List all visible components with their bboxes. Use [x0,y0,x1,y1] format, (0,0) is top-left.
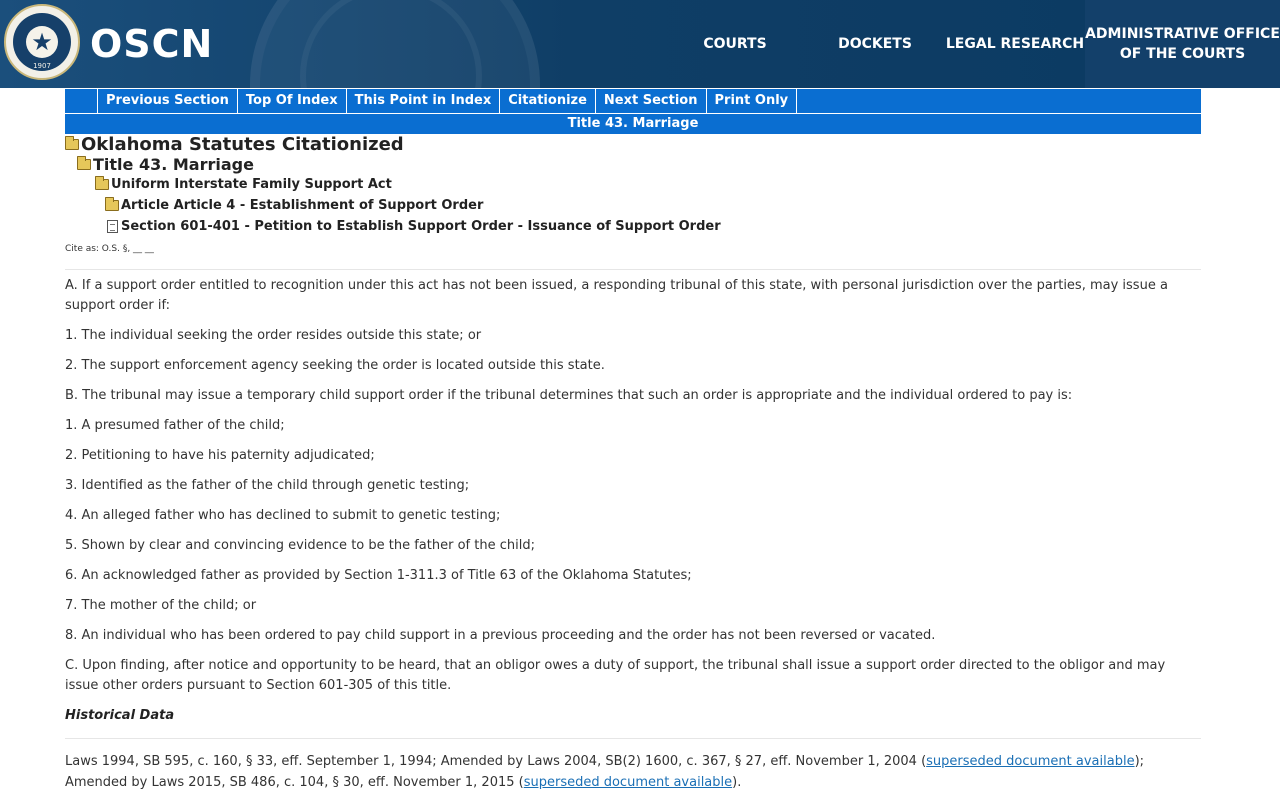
historical-data-text [65,751,1201,793]
top-of-index-button[interactable]: Top Of Index [238,89,347,113]
site-header [0,0,1280,88]
folder-open-icon [77,159,91,170]
tree-label: Article Article 4 - Establishment of Support Order [121,198,484,213]
section-toolbar [65,89,1201,113]
document-icon [107,220,118,233]
paragraph: B. The tribunal may issue a temporary child support order if the tribunal determines that such an order is appropriate and the individual ordered to pay is: [65,388,1073,403]
previous-section-button[interactable]: Previous Section [98,89,238,113]
history-text: ); Amended by Laws 2015, SB 486, c. 104, § 30, eff. November 1, 2015 ( [65,754,1145,790]
historical-data-heading: Historical Data [65,708,175,723]
supreme-court-seal-icon[interactable] [4,4,80,80]
history-text: ). [732,775,742,790]
paragraph: 5. Shown by clear and convincing evidence to be the father of the child; [65,538,535,553]
seal-year: 1907 [33,62,51,70]
paragraph: 4. An alleged father who has declined to submit to genetic testing; [65,508,501,523]
paragraph: A. If a support order entitled to recognition under this act has not been issued, a responding tribunal of this state, with personal jurisdiction over the parties, may issue a support order if: [65,278,1168,313]
tree-item-section[interactable] [107,216,1201,237]
seal-center [26,26,58,58]
paragraph: 1. A presumed father of the child; [65,418,285,433]
tree-item-act[interactable] [95,174,1201,195]
title-bar: Title 43. Marriage [65,114,1201,134]
print-only-button[interactable]: Print Only [707,89,798,113]
main-nav [665,0,1280,88]
paragraph: 3. Identified as the father of the child through genetic testing; [65,478,470,493]
star-icon: ★ [31,28,53,56]
nav-courts[interactable]: COURTS [703,36,767,52]
nav-legal-research[interactable]: LEGAL RESEARCH [945,36,1085,52]
next-section-button[interactable]: Next Section [596,89,707,113]
paragraph: C. Upon finding, after notice and opportunity to be heard, that an obligor owes a duty of support, the tribunal shall issue a support order directed to the obligor and may issue other orders pursuant to Section 601-305 of this title. [65,658,1166,693]
divider [65,269,1201,270]
superseded-document-link[interactable]: superseded document available [523,775,733,790]
tree-item-title[interactable] [77,154,1201,174]
folder-open-icon [65,139,79,150]
paragraph: 6. An acknowledged father as provided by Section 1-311.3 of Title 63 of the Oklahoma Statutes; [65,568,692,583]
paragraph: 2. Petitioning to have his paternity adjudicated; [65,448,375,463]
citationize-button[interactable]: Citationize [500,89,596,113]
tree-label: Title 43. Marriage [93,154,254,174]
nav-dockets[interactable]: DOCKETS [838,36,912,52]
tree-item-root[interactable] [65,134,1201,154]
cite-as: Cite as: O.S. §, __ __ [65,244,154,254]
paragraph: 8. An individual who has been ordered to pay child support in a previous proceeding and the order has not been reversed or vacated. [65,628,936,643]
tree-label: Uniform Interstate Family Support Act [111,177,392,192]
site-logo[interactable]: OSCN [90,22,214,66]
toolbar-spacer [65,89,98,113]
tree-item-article[interactable] [105,195,1201,216]
superseded-document-link[interactable]: superseded document available [926,754,1135,769]
statute-text [65,276,1201,706]
paragraph: 2. The support enforcement agency seeking the order is located outside this state. [65,358,605,373]
nav-administrative-office[interactable]: ADMINISTRATIVE OFFICE OF THE COURTS [1085,0,1280,88]
index-tree [65,134,1201,237]
history-text: Laws 1994, SB 595, c. 160, § 33, eff. September 1, 1994; Amended by Laws 2004, SB(2) 1600, c. 367, § 27, eff. November 1, 2004 ( [65,754,927,769]
background-seal-ring [300,0,482,88]
this-point-in-index-button[interactable]: This Point in Index [347,89,501,113]
tree-label: Oklahoma Statutes Citationized [81,133,404,155]
paragraph: 7. The mother of the child; or [65,598,257,613]
paragraph: 1. The individual seeking the order resides outside this state; or [65,328,482,343]
folder-open-icon [95,179,109,190]
folder-open-icon [105,200,119,211]
divider [65,738,1201,739]
tree-label: Section 601-401 - Petition to Establish Support Order - Issuance of Support Order [121,219,721,234]
